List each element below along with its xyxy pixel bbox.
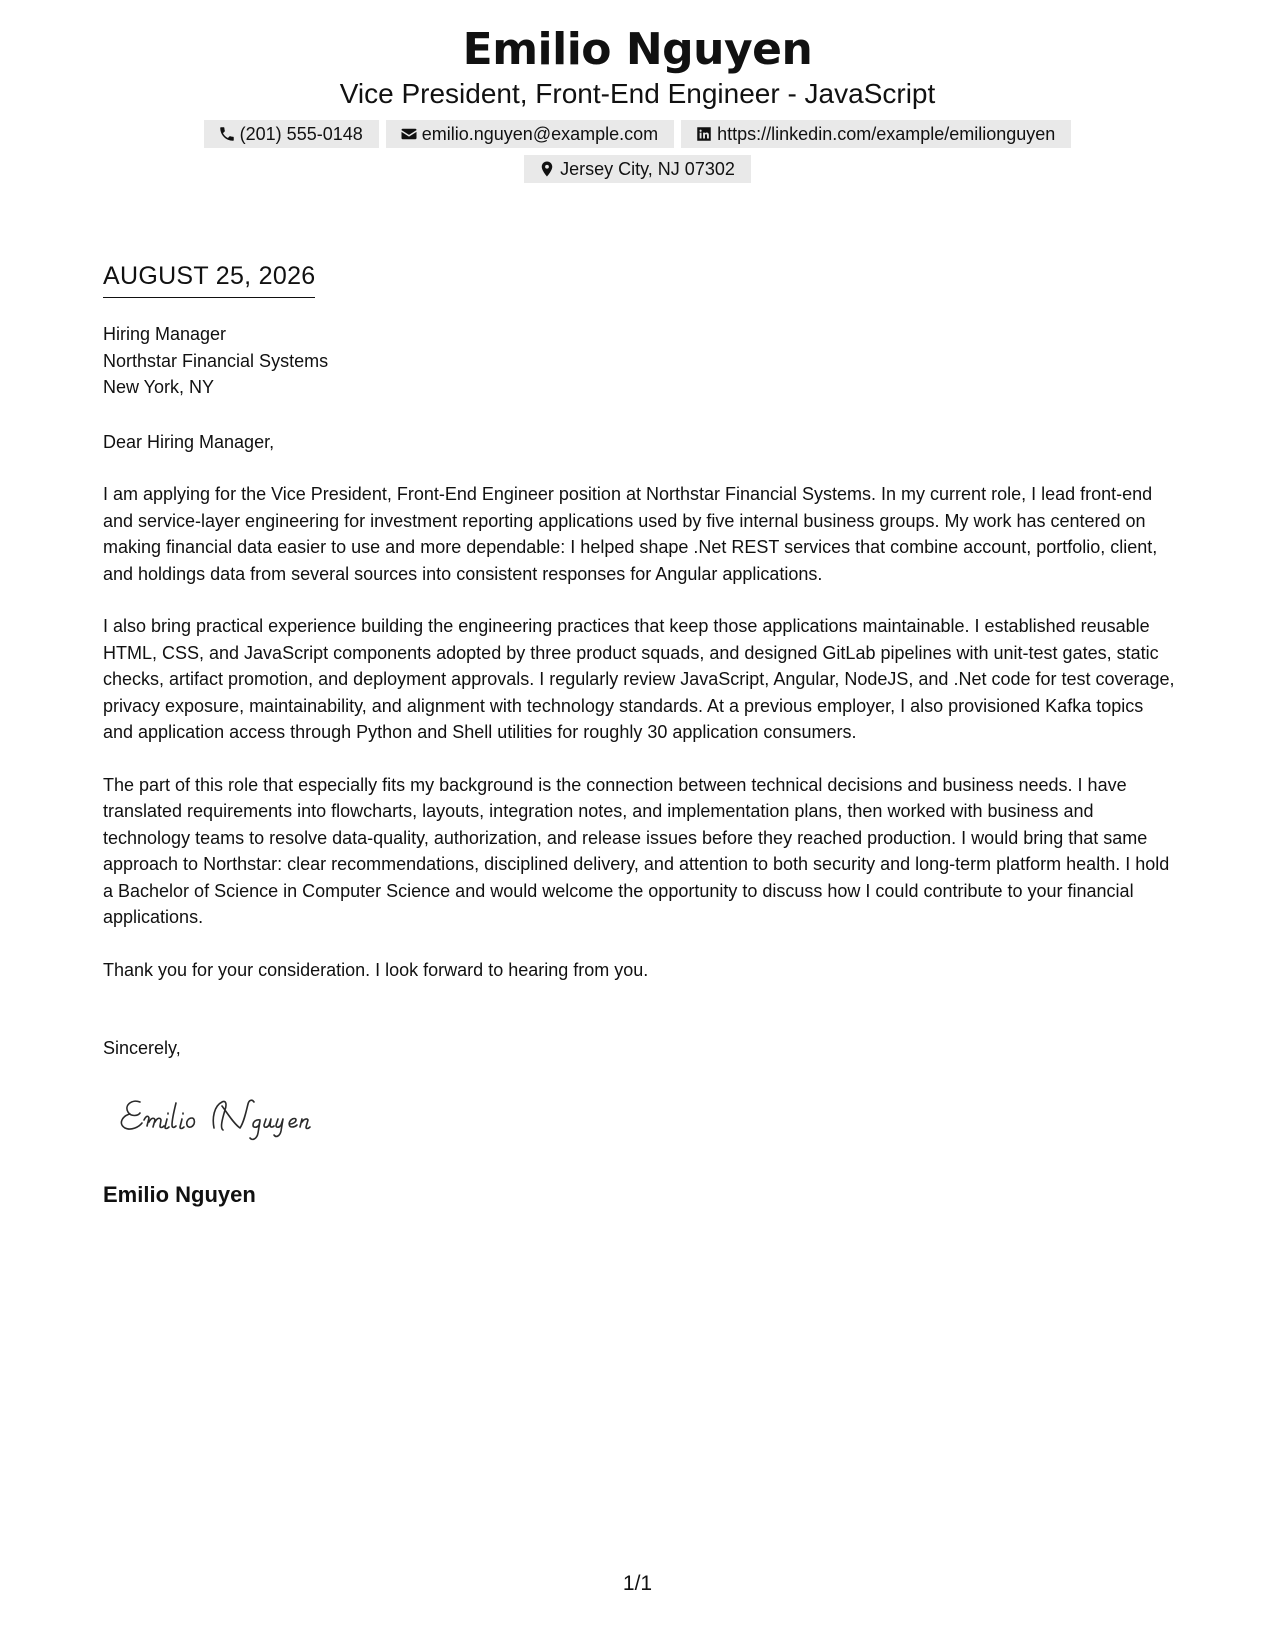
- letter-date: AUGUST 25, 2026: [103, 262, 315, 298]
- envelope-icon: [400, 125, 418, 143]
- body-paragraph: I also bring practical experience building the engineering practices that keep those applications maintainable. I established reusable HTML, CSS, and JavaScript components adopted by three product squads, and designed GitLab pipelines with unit-test gates, static checks, artifact promotion, and deployment approvals. I regularly review JavaScript, Angular, NodeJS, and .Net code for test coverage, privacy exposure, maintainability, and alignment with technology standards. At a previous employer, I also provisioned Kafka topics and application access through Python and Shell utilities for roughly 30 application consumers.: [103, 616, 1175, 742]
- email-chip[interactable]: [386, 120, 674, 148]
- recipient-location: New York, NY: [103, 377, 215, 397]
- handwritten-signature: [118, 1088, 348, 1144]
- page-number: 1/1: [622, 1572, 653, 1595]
- body-paragraph: I am applying for the Vice President, Front-End Engineer position at Northstar Financial Systems. In my current role, I lead front-end and service-layer engineering for investment reporting applications used by five internal business groups. My work has centered on making financial data easier to use and more dependable: I helped shape .Net REST services that combine account, portfolio, client, and holdings data from several sources into consistent responses for Angular applications.: [103, 484, 1158, 584]
- recipient-title: Hiring Manager: [103, 324, 227, 344]
- closing-line: Thank you for your consideration. I look forward to hearing from you.: [103, 959, 649, 980]
- recipient-block: [103, 321, 1178, 401]
- signer-name: Emilio Nguyen: [103, 1182, 256, 1207]
- salutation: Dear Hiring Manager,: [103, 431, 275, 452]
- location-text: Jersey City, NJ 07302: [560, 158, 735, 179]
- applicant-headline: Vice President, Front-End Engineer - JavaScript: [339, 78, 936, 109]
- linkedin-chip[interactable]: [681, 120, 1071, 148]
- recipient-company: Northstar Financial Systems: [103, 350, 329, 371]
- email-text: emilio.nguyen@example.com: [421, 123, 659, 144]
- signoff: Sincerely,: [103, 1038, 181, 1058]
- letter-body: [103, 321, 1178, 1062]
- phone-icon: [218, 125, 236, 143]
- phone-chip: [204, 120, 379, 148]
- body-paragraph: The part of this role that especially fits my background is the connection between technical decisions and business needs. I have translated requirements into flowcharts, layouts, integration notes, and implementation plans, then worked with business and technology teams to resolve data-quality, authorization, and release issues before they reached production. I would bring that same approach to Northstar: clear recommendations, disciplined delivery, and attention to both security and long-term platform health. I hold a Bachelor of Science in Computer Science and would welcome the opportunity to discuss how I could contribute to your financial applications.: [103, 774, 1170, 927]
- phone-text: (201) 555-0148: [239, 123, 363, 144]
- map-pin-icon: [538, 160, 556, 178]
- applicant-name: Emilio Nguyen: [462, 24, 813, 75]
- contact-row: [0, 120, 1275, 148]
- location-chip: [524, 155, 751, 183]
- letter-header: [0, 22, 1275, 183]
- linkedin-icon: [695, 125, 713, 143]
- contact-row-location: [0, 155, 1275, 183]
- linkedin-text: https://linkedin.com/example/emilionguyen: [717, 123, 1056, 144]
